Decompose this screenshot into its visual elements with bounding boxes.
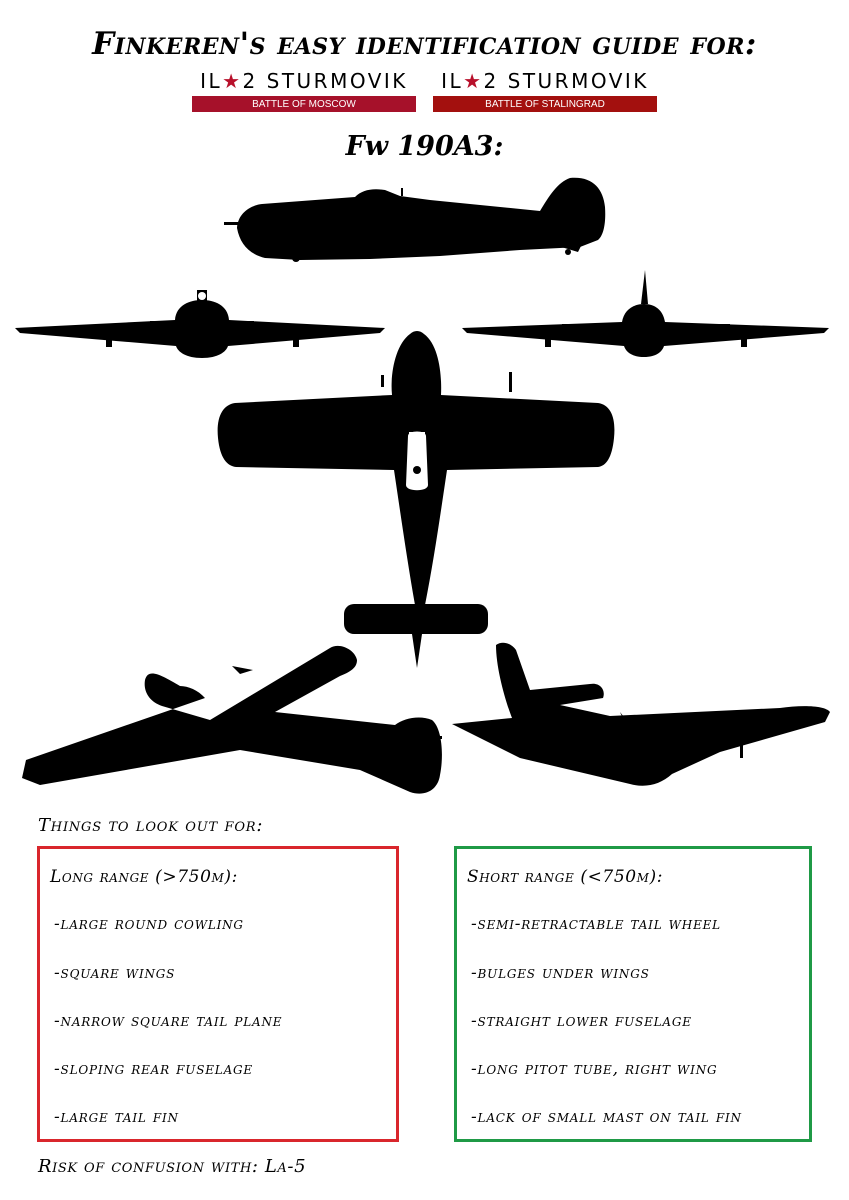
oblique-right-silhouette — [452, 643, 830, 786]
long-range-item: -large tail fin — [54, 1107, 179, 1127]
short-range-item: -long pitot tube, right wing — [471, 1059, 718, 1079]
red-star-icon: ★ — [222, 69, 243, 93]
red-star-icon: ★ — [463, 69, 484, 93]
long-range-item: -sloping rear fuselage — [54, 1059, 253, 1079]
aircraft-name: Fw 190A3: — [345, 131, 504, 162]
section-title: Things to look out for: — [38, 815, 264, 836]
logo-wordmark: IL★2 STURMOVIK — [441, 69, 649, 93]
side-view-silhouette — [224, 178, 605, 262]
short-range-item: -semi-retractable tail wheel — [471, 914, 721, 934]
confusion-note: Risk of confusion with: La-5 — [38, 1156, 307, 1177]
top-view-silhouette — [218, 331, 615, 668]
short-range-heading: Short range (<750m): — [467, 867, 664, 887]
guide-title: Finkeren's easy identification guide for: — [92, 26, 757, 62]
long-range-item: -large round cowling — [54, 914, 244, 934]
logo-wordmark: IL★2 STURMOVIK — [200, 69, 408, 93]
logo-subtitle: BATTLE OF MOSCOW — [192, 96, 416, 112]
front-view-silhouette — [15, 290, 385, 358]
short-range-box — [454, 846, 812, 1142]
long-range-item: -narrow square tail plane — [54, 1011, 283, 1031]
short-range-item: -straight lower fuselage — [471, 1011, 692, 1031]
rear-view-silhouette — [462, 270, 829, 357]
long-range-item: -square wings — [54, 963, 176, 983]
long-range-box — [37, 846, 399, 1142]
short-range-item: -bulges under wings — [471, 963, 650, 983]
short-range-item: -lack of small mast on tail fin — [471, 1107, 742, 1127]
oblique-left-silhouette — [22, 646, 442, 794]
long-range-heading: Long range (>750m): — [50, 867, 238, 887]
logo-subtitle: BATTLE OF STALINGRAD — [433, 96, 657, 112]
